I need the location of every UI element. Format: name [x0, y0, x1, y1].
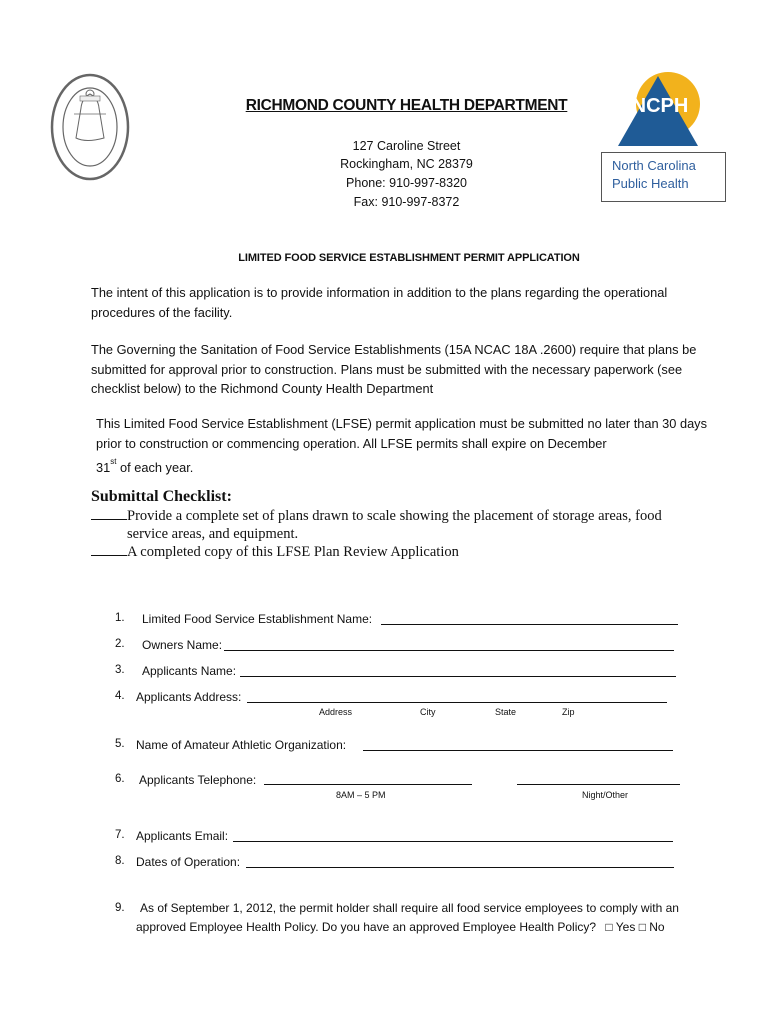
q9-line2: approved Employee Health Policy. Do you have an approved Employee Health Policy? — [136, 920, 597, 934]
q6-number: 6. — [115, 773, 125, 785]
checklist-application-blank[interactable] — [91, 544, 127, 556]
telephone-night-sublabel: Night/Other — [582, 790, 629, 800]
checklist-plans-text-cont: service areas, and equipment. — [127, 526, 299, 542]
q5-label: Name of Amateur Athletic Organization: — [136, 738, 347, 752]
permit-application-title: LIMITED FOOD SERVICE ESTABLISHMENT PERMIT APPLICATION — [238, 252, 580, 264]
q7-label: Applicants Email: — [136, 829, 229, 843]
ncph-line2: Public Health — [612, 176, 689, 191]
expiry-day-suffix: st — [110, 457, 117, 466]
establishment-name-field[interactable] — [381, 624, 678, 625]
q4-label: Applicants Address: — [136, 690, 242, 704]
ncph-caption-box — [601, 152, 726, 202]
checklist-plans-text: Provide a complete set of plans drawn to scale showing the placement of storage areas, food — [127, 508, 662, 524]
county-seal-logo — [50, 72, 130, 182]
q4-number: 4. — [115, 690, 125, 702]
intro-paragraph-2: The Governing the Sanitation of Food Service Establishments (15A NCAC 18A .2600) require that plans be submitted for approval prior to construction. Plans must be submitted with the necessary paperwork (see checklist below) to the Richmond County Health Department — [91, 342, 697, 396]
expiry-end-text: of each year. — [116, 460, 194, 475]
checklist-item-application — [91, 543, 731, 561]
checklist-heading: Submittal Checklist: — [91, 488, 232, 505]
q6-label: Applicants Telephone: — [139, 773, 257, 787]
applicants-name-field[interactable] — [240, 676, 676, 677]
q1-number: 1. — [115, 612, 125, 624]
intro-paragraph-1: The intent of this application is to provide information in addition to the plans regarding the operational procedures of the facility. — [91, 285, 668, 320]
street-address: 127 Caroline Street — [352, 139, 461, 153]
q3-label: Applicants Name: — [142, 664, 237, 678]
address-sublabel-zip: Zip — [562, 707, 575, 717]
intro-paragraph-3-text: This Limited Food Service Establishment (LFSE) permit application must be submitted no later than 30 days prior to construction or commencing operation. All LFSE permits shall expire on December — [96, 416, 707, 451]
athletic-organization-field[interactable] — [363, 750, 673, 751]
q8-label: Dates of Operation: — [136, 855, 241, 869]
department-title: RICHMOND COUNTY HEALTH DEPARTMENT — [245, 97, 568, 114]
address-sublabel-city: City — [420, 707, 436, 717]
q2-number: 2. — [115, 638, 125, 650]
applicants-address-field[interactable] — [247, 702, 667, 703]
telephone-night-field[interactable] — [517, 784, 680, 785]
checklist-item-plans — [91, 507, 731, 543]
q9-line1: As of September 1, 2012, the permit holder shall require all food service employees to comply with an — [140, 901, 679, 915]
telephone-day-field[interactable] — [264, 784, 472, 785]
owners-name-field[interactable] — [224, 650, 674, 651]
q7-number: 7. — [115, 829, 125, 841]
q5-number: 5. — [115, 738, 125, 750]
intro-paragraph-3 — [96, 414, 716, 480]
checklist-plans-blank[interactable] — [91, 508, 127, 520]
q3-number: 3. — [115, 664, 125, 676]
checklist-application-text: A completed copy of this LFSE Plan Review Application — [127, 544, 459, 560]
health-policy-yes-checkbox[interactable]: □ Yes — [605, 920, 636, 934]
q2-label: Owners Name: — [142, 638, 223, 652]
fax-number: Fax: 910-997-8372 — [353, 195, 460, 209]
q9-text — [136, 899, 736, 937]
applicants-email-field[interactable] — [233, 841, 673, 842]
dates-of-operation-field[interactable] — [246, 867, 674, 868]
q8-number: 8. — [115, 855, 125, 867]
telephone-day-sublabel: 8AM – 5 PM — [336, 790, 386, 800]
city-address: Rockingham, NC 28379 — [340, 157, 473, 171]
q1-label: Limited Food Service Establishment Name: — [142, 612, 373, 626]
address-sublabel-address: Address — [319, 707, 353, 717]
q9-number: 9. — [115, 902, 125, 914]
ncph-logo-text: NCPH — [631, 95, 689, 117]
address-sublabel-state: State — [495, 707, 517, 717]
phone-number: Phone: 910-997-8320 — [346, 176, 467, 190]
ncph-line1: North Carolina — [612, 158, 696, 173]
health-policy-no-checkbox[interactable]: □ No — [638, 920, 665, 934]
expiry-day: 31 — [96, 460, 111, 475]
